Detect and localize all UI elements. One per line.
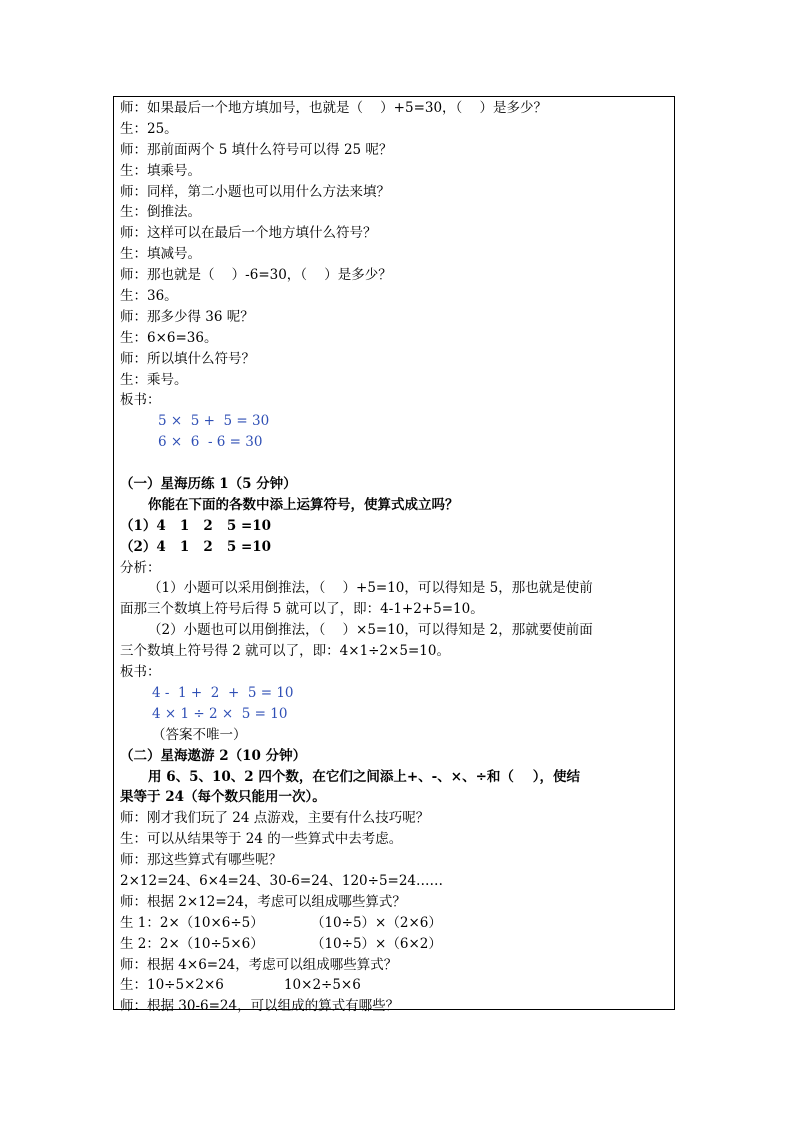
text-line: 生：填减号。 — [120, 246, 201, 263]
text-line: 板书： — [120, 664, 161, 681]
text-line: （2）小题也可以用倒推法，（ ）×5=10，可以得知是 2，那就要使前面 — [148, 622, 593, 639]
exercise-item: （2）4 1 2 5 =10 — [120, 538, 272, 555]
text-line: 2×12=24、6×4=24、30-6=24、120÷5=24…… — [120, 872, 444, 889]
blackboard-equation: 4 × 1 ÷ 2 × 5 = 10 — [152, 705, 288, 722]
text-line: 生：倒推法。 — [120, 204, 201, 221]
text-line: （1）小题可以采用倒推法，（ ）+5=10，可以得知是 5，那也就是使前 — [148, 580, 593, 597]
blackboard-equation: 5 × 5 + 5 = 30 — [158, 413, 270, 430]
text-line: 生 1：2×（10×6÷5） （10÷5）×（2×6） — [120, 914, 442, 931]
blackboard-equation: 6 × 6 - 6 = 30 — [158, 434, 263, 451]
section-heading: （一）星海历练 1（5 分钟） — [120, 476, 297, 493]
text-line: 生：10÷5×2×6 10×2÷5×6 — [120, 977, 361, 994]
exercise-item: （1）4 1 2 5 =10 — [120, 517, 272, 534]
lesson-table-cell — [113, 96, 675, 1015]
text-line: 师：那这些算式有哪些呢？ — [120, 852, 282, 869]
text-line: 生：乘号。 — [120, 371, 188, 388]
blackboard-equation: 4 - 1 + 2 + 5 = 10 — [152, 684, 294, 701]
text-line: 分析： — [120, 559, 161, 576]
text-line: 生：填乘号。 — [120, 162, 201, 179]
text-line: 师：同样，第二小题也可以用什么方法来填？ — [120, 183, 390, 200]
exercise-prompt: 你能在下面的各数中添上运算符号，使算式成立吗？ — [148, 496, 459, 513]
text-line: 面那三个数填上符号后得 5 就可以了，即：4-1+2+5=10。 — [120, 601, 484, 618]
exercise-prompt: 用 6、5、10、2 四个数，在它们之间添上+、-、×、÷和（ ），使结 — [148, 768, 580, 785]
text-line: 生：6×6=36。 — [120, 329, 218, 346]
text-line: 三个数填上符号得 2 就可以了，即：4×1÷2×5=10。 — [120, 643, 450, 660]
text-line: 师：那多少得 36 呢？ — [120, 308, 254, 325]
text-line: 师：刚才我们玩了 24 点游戏，主要有什么技巧呢？ — [120, 810, 430, 827]
text-line: 师：那前面两个 5 填什么符号可以得 25 呢？ — [120, 141, 393, 158]
text-line: 生 2：2×（10÷5×6） （10÷5）×（6×2） — [120, 935, 442, 952]
blank-line — [120, 453, 668, 474]
text-line: 师：这样可以在最后一个地方填什么符号？ — [120, 225, 377, 242]
text-line: 生：可以从结果等于 24 的一些算式中去考虑。 — [120, 831, 403, 848]
lesson-content — [120, 98, 668, 1017]
text-line: 板书： — [120, 392, 161, 409]
text-line: 生：25。 — [120, 120, 178, 137]
exercise-prompt: 果等于 24（每个数只能用一次）。 — [120, 789, 326, 806]
text-line: 生：36。 — [120, 288, 178, 305]
text-line: 师：根据 30-6=24，可以组成的算式有哪些？ — [120, 998, 400, 1015]
text-line: （答案不唯一） — [152, 726, 247, 743]
text-line: 师：那也就是（ ）-6=30，（ ）是多少？ — [120, 267, 392, 284]
text-line: 师：所以填什么符号？ — [120, 350, 255, 367]
text-line: 师：根据 2×12=24，考虑可以组成哪些算式？ — [120, 893, 406, 910]
text-line: 师：如果最后一个地方填加号，也就是（ ）+5=30，（ ）是多少？ — [120, 100, 547, 116]
section-heading: （二）星海遨游 2（10 分钟） — [120, 747, 307, 764]
text-line: 师：根据 4×6=24，考虑可以组成哪些算式？ — [120, 956, 398, 973]
